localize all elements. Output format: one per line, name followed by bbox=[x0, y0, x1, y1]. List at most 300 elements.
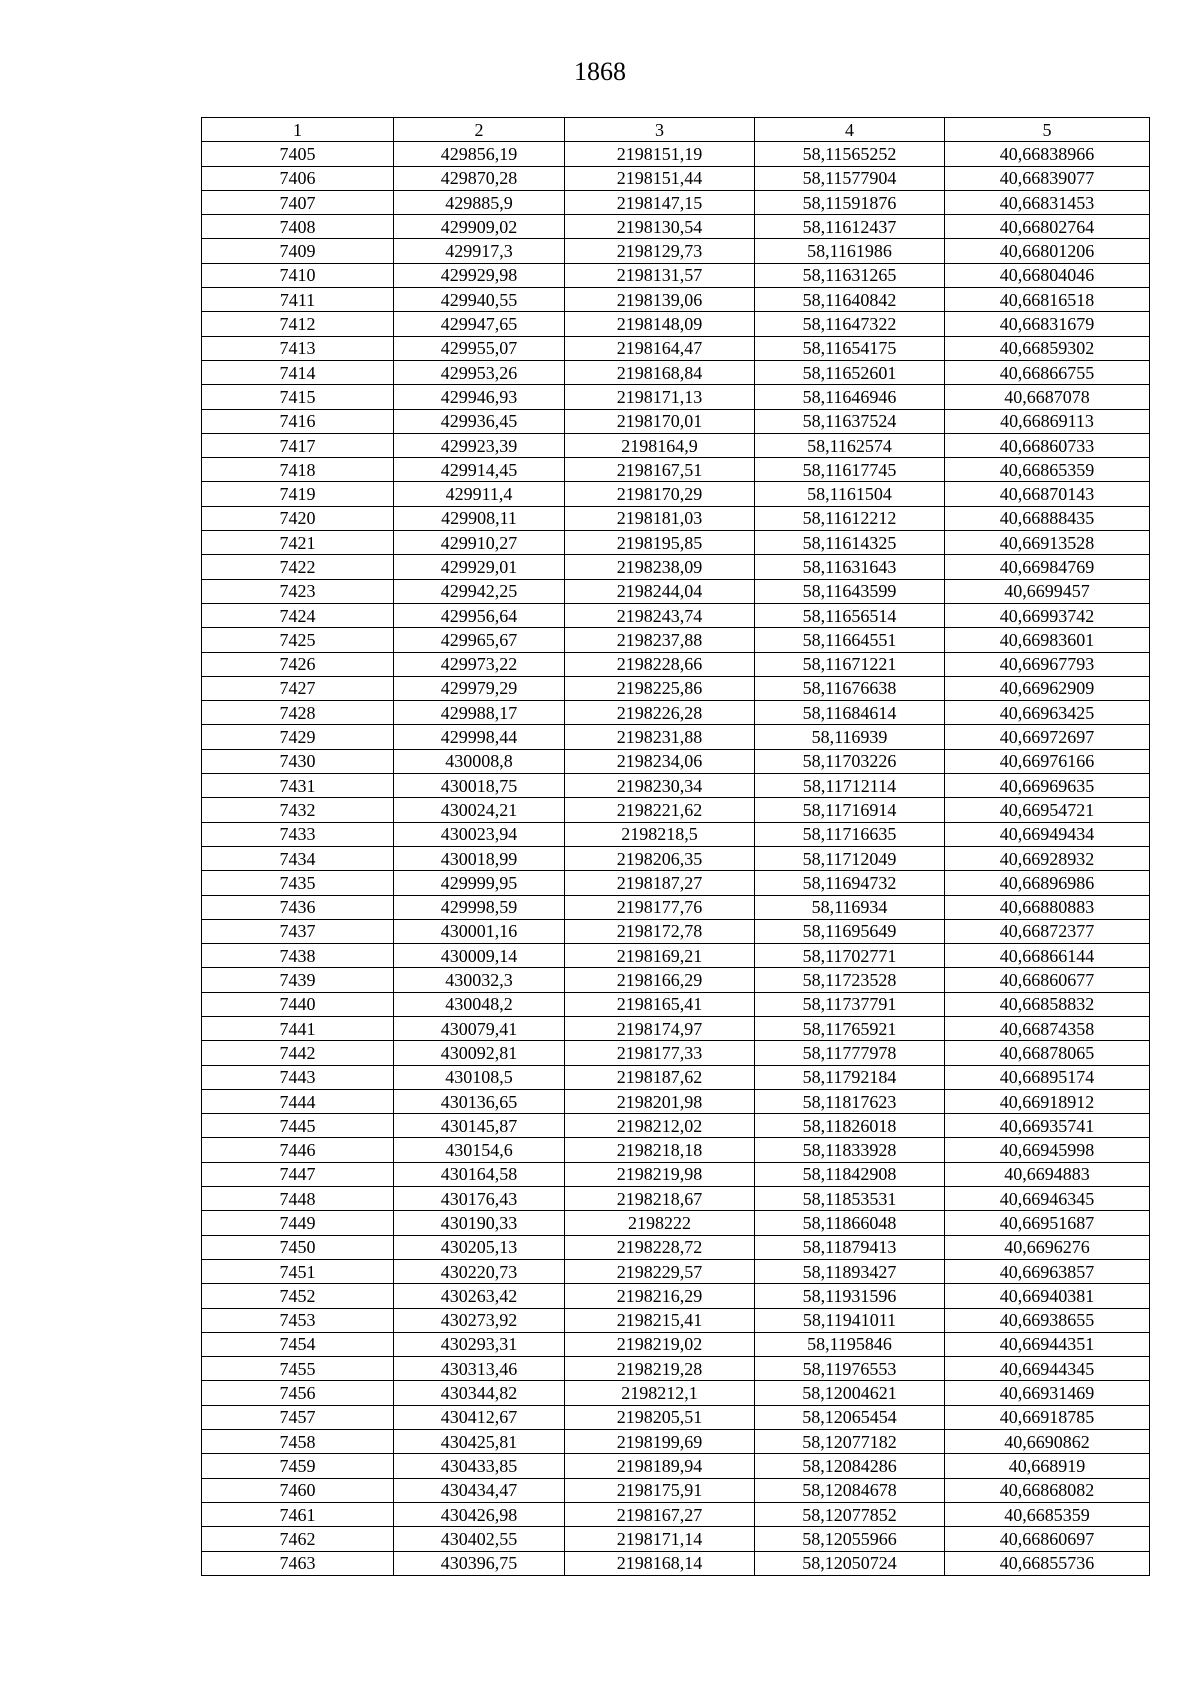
table-row bbox=[202, 312, 1150, 336]
table-cell-col-1: 7441 bbox=[202, 1016, 394, 1040]
table-cell-col-5: 40,66838966 bbox=[945, 142, 1150, 166]
table-cell-col-1: 7446 bbox=[202, 1138, 394, 1162]
table-cell-col-2: 430190,33 bbox=[394, 1211, 565, 1235]
table-cell-col-2: 430344,82 bbox=[394, 1381, 565, 1405]
table-row bbox=[202, 1478, 1150, 1502]
table-cell-col-3: 2198130,54 bbox=[565, 215, 755, 239]
column-header-2: 2 bbox=[394, 118, 565, 142]
table-cell-col-2: 430396,75 bbox=[394, 1551, 565, 1575]
table-cell-col-2: 430048,2 bbox=[394, 992, 565, 1016]
table-cell-col-2: 430164,58 bbox=[394, 1162, 565, 1186]
table-cell-col-2: 430136,65 bbox=[394, 1089, 565, 1113]
table-cell-col-3: 2198219,02 bbox=[565, 1332, 755, 1356]
table-row bbox=[202, 798, 1150, 822]
table-cell-col-5: 40,66874358 bbox=[945, 1016, 1150, 1040]
table-cell-col-5: 40,66878065 bbox=[945, 1041, 1150, 1065]
table-cell-col-3: 2198187,62 bbox=[565, 1065, 755, 1089]
table-cell-col-5: 40,66946345 bbox=[945, 1187, 1150, 1211]
table-row bbox=[202, 239, 1150, 263]
table-cell-col-3: 2198215,41 bbox=[565, 1308, 755, 1332]
table-cell-col-1: 7447 bbox=[202, 1162, 394, 1186]
table-cell-col-5: 40,66888435 bbox=[945, 506, 1150, 530]
table-row bbox=[202, 1284, 1150, 1308]
table-cell-col-4: 58,11712114 bbox=[755, 774, 945, 798]
table-cell-col-4: 58,11694732 bbox=[755, 871, 945, 895]
table-cell-col-4: 58,11817623 bbox=[755, 1089, 945, 1113]
table-cell-col-2: 430032,3 bbox=[394, 968, 565, 992]
table-cell-col-5: 40,66870143 bbox=[945, 482, 1150, 506]
table-row bbox=[202, 968, 1150, 992]
table-row bbox=[202, 1065, 1150, 1089]
table-cell-col-1: 7453 bbox=[202, 1308, 394, 1332]
table-cell-col-1: 7407 bbox=[202, 190, 394, 214]
table-cell-col-3: 2198168,84 bbox=[565, 360, 755, 384]
table-cell-col-3: 2198221,62 bbox=[565, 798, 755, 822]
table-cell-col-4: 58,1161504 bbox=[755, 482, 945, 506]
table-row bbox=[202, 288, 1150, 312]
table-cell-col-5: 40,66866144 bbox=[945, 944, 1150, 968]
table-row bbox=[202, 1016, 1150, 1040]
table-cell-col-4: 58,11941011 bbox=[755, 1308, 945, 1332]
table-cell-col-2: 429856,19 bbox=[394, 142, 565, 166]
table-cell-col-2: 430433,85 bbox=[394, 1454, 565, 1478]
table-cell-col-4: 58,11712049 bbox=[755, 846, 945, 870]
table-cell-col-2: 429908,11 bbox=[394, 506, 565, 530]
table-cell-col-2: 430001,16 bbox=[394, 919, 565, 943]
table-cell-col-5: 40,66866755 bbox=[945, 360, 1150, 384]
table-cell-col-4: 58,11652601 bbox=[755, 360, 945, 384]
table-cell-col-4: 58,11646946 bbox=[755, 385, 945, 409]
table-cell-col-5: 40,66802764 bbox=[945, 215, 1150, 239]
table-cell-col-2: 430402,55 bbox=[394, 1527, 565, 1551]
table-cell-col-4: 58,11765921 bbox=[755, 1016, 945, 1040]
table-cell-col-1: 7413 bbox=[202, 336, 394, 360]
table-cell-col-2: 429955,07 bbox=[394, 336, 565, 360]
table-cell-col-4: 58,11671221 bbox=[755, 652, 945, 676]
table-cell-col-2: 430092,81 bbox=[394, 1041, 565, 1065]
table-cell-col-5: 40,66945998 bbox=[945, 1138, 1150, 1162]
table-cell-col-2: 430412,67 bbox=[394, 1405, 565, 1429]
table-cell-col-1: 7414 bbox=[202, 360, 394, 384]
table-cell-col-5: 40,66984769 bbox=[945, 555, 1150, 579]
table-cell-col-1: 7425 bbox=[202, 628, 394, 652]
table-cell-col-4: 58,11695649 bbox=[755, 919, 945, 943]
table-row bbox=[202, 1430, 1150, 1454]
table-cell-col-3: 2198195,85 bbox=[565, 531, 755, 555]
table-cell-col-2: 429870,28 bbox=[394, 166, 565, 190]
table-cell-col-2: 429946,93 bbox=[394, 385, 565, 409]
table-cell-col-5: 40,66918912 bbox=[945, 1089, 1150, 1113]
table-cell-col-2: 430293,31 bbox=[394, 1332, 565, 1356]
table-cell-col-4: 58,11723528 bbox=[755, 968, 945, 992]
table-cell-col-4: 58,1162574 bbox=[755, 433, 945, 457]
table-cell-col-3: 2198165,41 bbox=[565, 992, 755, 1016]
table-cell-col-1: 7452 bbox=[202, 1284, 394, 1308]
table-row bbox=[202, 1332, 1150, 1356]
table-cell-col-4: 58,11703226 bbox=[755, 749, 945, 773]
table-cell-col-1: 7456 bbox=[202, 1381, 394, 1405]
table-cell-col-5: 40,6687078 bbox=[945, 385, 1150, 409]
table-cell-col-2: 430273,92 bbox=[394, 1308, 565, 1332]
table-cell-col-2: 430079,41 bbox=[394, 1016, 565, 1040]
page-number: 1868 bbox=[574, 57, 626, 86]
table-cell-col-3: 2198177,33 bbox=[565, 1041, 755, 1065]
column-header-5: 5 bbox=[945, 118, 1150, 142]
table-cell-col-4: 58,11614325 bbox=[755, 531, 945, 555]
table-cell-col-2: 429911,4 bbox=[394, 482, 565, 506]
table-cell-col-3: 2198237,88 bbox=[565, 628, 755, 652]
table-cell-col-5: 40,66963425 bbox=[945, 701, 1150, 725]
table-cell-col-1: 7426 bbox=[202, 652, 394, 676]
table-row bbox=[202, 1138, 1150, 1162]
table-cell-col-4: 58,12084678 bbox=[755, 1478, 945, 1502]
table-row bbox=[202, 822, 1150, 846]
table-cell-col-4: 58,11702771 bbox=[755, 944, 945, 968]
table-row bbox=[202, 1381, 1150, 1405]
table-cell-col-5: 40,66949434 bbox=[945, 822, 1150, 846]
table-row bbox=[202, 1235, 1150, 1259]
table-cell-col-5: 40,66951687 bbox=[945, 1211, 1150, 1235]
table-cell-col-5: 40,66860697 bbox=[945, 1527, 1150, 1551]
table-cell-col-5: 40,66935741 bbox=[945, 1114, 1150, 1138]
table-cell-col-5: 40,66839077 bbox=[945, 166, 1150, 190]
table-cell-col-4: 58,116939 bbox=[755, 725, 945, 749]
table-cell-col-3: 2198164,47 bbox=[565, 336, 755, 360]
table-cell-col-2: 429917,3 bbox=[394, 239, 565, 263]
table-cell-col-5: 40,66858832 bbox=[945, 992, 1150, 1016]
table-cell-col-4: 58,1161986 bbox=[755, 239, 945, 263]
table-row bbox=[202, 725, 1150, 749]
table-cell-col-1: 7449 bbox=[202, 1211, 394, 1235]
table-cell-col-2: 429885,9 bbox=[394, 190, 565, 214]
table-cell-col-2: 430009,14 bbox=[394, 944, 565, 968]
table-cell-col-3: 2198205,51 bbox=[565, 1405, 755, 1429]
table-cell-col-3: 2198216,29 bbox=[565, 1284, 755, 1308]
table-row bbox=[202, 1089, 1150, 1113]
column-header-3: 3 bbox=[565, 118, 755, 142]
table-row bbox=[202, 336, 1150, 360]
table-row bbox=[202, 409, 1150, 433]
table-cell-col-4: 58,11684614 bbox=[755, 701, 945, 725]
table-cell-col-2: 430263,42 bbox=[394, 1284, 565, 1308]
table-row bbox=[202, 895, 1150, 919]
table-cell-col-1: 7444 bbox=[202, 1089, 394, 1113]
table-cell-col-5: 40,66859302 bbox=[945, 336, 1150, 360]
table-cell-col-5: 40,66895174 bbox=[945, 1065, 1150, 1089]
table-row bbox=[202, 1357, 1150, 1381]
table-cell-col-4: 58,11612437 bbox=[755, 215, 945, 239]
table-cell-col-5: 40,6699457 bbox=[945, 579, 1150, 603]
table-cell-col-3: 2198174,97 bbox=[565, 1016, 755, 1040]
table-cell-col-2: 430145,87 bbox=[394, 1114, 565, 1138]
table-cell-col-1: 7415 bbox=[202, 385, 394, 409]
table-cell-col-3: 2198177,76 bbox=[565, 895, 755, 919]
table-cell-col-4: 58,12055966 bbox=[755, 1527, 945, 1551]
table-cell-col-1: 7429 bbox=[202, 725, 394, 749]
table-cell-col-1: 7450 bbox=[202, 1235, 394, 1259]
table-cell-col-1: 7443 bbox=[202, 1065, 394, 1089]
table-cell-col-4: 58,11637524 bbox=[755, 409, 945, 433]
table-row bbox=[202, 1114, 1150, 1138]
table-cell-col-4: 58,11777978 bbox=[755, 1041, 945, 1065]
table-cell-col-1: 7409 bbox=[202, 239, 394, 263]
table-cell-col-3: 2198219,98 bbox=[565, 1162, 755, 1186]
table-row bbox=[202, 1211, 1150, 1235]
table-cell-col-4: 58,11826018 bbox=[755, 1114, 945, 1138]
table-row bbox=[202, 579, 1150, 603]
table-cell-col-1: 7458 bbox=[202, 1430, 394, 1454]
table-cell-col-2: 430018,75 bbox=[394, 774, 565, 798]
table-cell-col-4: 58,11716635 bbox=[755, 822, 945, 846]
table-cell-col-4: 58,11676638 bbox=[755, 676, 945, 700]
table-cell-col-5: 40,66969635 bbox=[945, 774, 1150, 798]
table-cell-col-1: 7417 bbox=[202, 433, 394, 457]
table-cell-col-4: 58,11565252 bbox=[755, 142, 945, 166]
table-cell-col-1: 7418 bbox=[202, 458, 394, 482]
table-cell-col-5: 40,66928932 bbox=[945, 846, 1150, 870]
table-row bbox=[202, 992, 1150, 1016]
table-cell-col-1: 7462 bbox=[202, 1527, 394, 1551]
header-row bbox=[202, 118, 1150, 142]
table-cell-col-5: 40,66954721 bbox=[945, 798, 1150, 822]
table-row bbox=[202, 142, 1150, 166]
table-cell-col-3: 2198171,14 bbox=[565, 1527, 755, 1551]
table-cell-col-5: 40,66880883 bbox=[945, 895, 1150, 919]
table-cell-col-1: 7434 bbox=[202, 846, 394, 870]
table-cell-col-5: 40,66831453 bbox=[945, 190, 1150, 214]
table-cell-col-2: 429998,44 bbox=[394, 725, 565, 749]
table-row bbox=[202, 555, 1150, 579]
table-cell-col-5: 40,66860733 bbox=[945, 433, 1150, 457]
table-cell-col-4: 58,11931596 bbox=[755, 1284, 945, 1308]
table-row bbox=[202, 1308, 1150, 1332]
table-cell-col-1: 7440 bbox=[202, 992, 394, 1016]
table-cell-col-4: 58,11591876 bbox=[755, 190, 945, 214]
table-cell-col-4: 58,1195846 bbox=[755, 1332, 945, 1356]
table-cell-col-2: 429923,39 bbox=[394, 433, 565, 457]
table-cell-col-3: 2198212,02 bbox=[565, 1114, 755, 1138]
table-cell-col-5: 40,66972697 bbox=[945, 725, 1150, 749]
table-cell-col-4: 58,11631643 bbox=[755, 555, 945, 579]
table-cell-col-2: 429988,17 bbox=[394, 701, 565, 725]
table-cell-col-3: 2198164,9 bbox=[565, 433, 755, 457]
table-cell-col-1: 7427 bbox=[202, 676, 394, 700]
table-cell-col-3: 2198231,88 bbox=[565, 725, 755, 749]
table-cell-col-5: 40,66938655 bbox=[945, 1308, 1150, 1332]
table-cell-col-5: 40,66962909 bbox=[945, 676, 1150, 700]
table-cell-col-2: 429910,27 bbox=[394, 531, 565, 555]
table-cell-col-1: 7419 bbox=[202, 482, 394, 506]
table-cell-col-2: 430313,46 bbox=[394, 1357, 565, 1381]
table-row bbox=[202, 1259, 1150, 1283]
table-cell-col-4: 58,11647322 bbox=[755, 312, 945, 336]
table-cell-col-1: 7408 bbox=[202, 215, 394, 239]
table-cell-col-5: 40,66983601 bbox=[945, 628, 1150, 652]
table-cell-col-5: 40,6690862 bbox=[945, 1430, 1150, 1454]
table-cell-col-1: 7428 bbox=[202, 701, 394, 725]
table-row bbox=[202, 190, 1150, 214]
table-cell-col-2: 430425,81 bbox=[394, 1430, 565, 1454]
table-cell-col-4: 58,12084286 bbox=[755, 1454, 945, 1478]
table-cell-col-1: 7424 bbox=[202, 603, 394, 627]
table-cell-col-2: 429979,29 bbox=[394, 676, 565, 700]
table-row bbox=[202, 458, 1150, 482]
table-cell-col-4: 58,116934 bbox=[755, 895, 945, 919]
table-row bbox=[202, 628, 1150, 652]
table-row bbox=[202, 506, 1150, 530]
table-cell-col-3: 2198218,18 bbox=[565, 1138, 755, 1162]
table-cell-col-5: 40,66993742 bbox=[945, 603, 1150, 627]
table-row bbox=[202, 433, 1150, 457]
table-cell-col-5: 40,66869113 bbox=[945, 409, 1150, 433]
table-cell-col-5: 40,66865359 bbox=[945, 458, 1150, 482]
table-cell-col-3: 2198238,09 bbox=[565, 555, 755, 579]
table-row bbox=[202, 871, 1150, 895]
table-cell-col-4: 58,11654175 bbox=[755, 336, 945, 360]
table-cell-col-1: 7457 bbox=[202, 1405, 394, 1429]
table-cell-col-3: 2198234,06 bbox=[565, 749, 755, 773]
table-row bbox=[202, 1454, 1150, 1478]
table-cell-col-4: 58,11893427 bbox=[755, 1259, 945, 1283]
table-cell-col-3: 2198172,78 bbox=[565, 919, 755, 943]
table-cell-col-5: 40,66944345 bbox=[945, 1357, 1150, 1381]
table-cell-col-5: 40,66976166 bbox=[945, 749, 1150, 773]
table-cell-col-4: 58,11640842 bbox=[755, 288, 945, 312]
table-cell-col-5: 40,668919 bbox=[945, 1454, 1150, 1478]
table-cell-col-1: 7431 bbox=[202, 774, 394, 798]
table-row bbox=[202, 482, 1150, 506]
table-cell-col-4: 58,11631265 bbox=[755, 263, 945, 287]
table-cell-col-1: 7461 bbox=[202, 1502, 394, 1526]
table-cell-col-3: 2198167,51 bbox=[565, 458, 755, 482]
table-cell-col-3: 2198225,86 bbox=[565, 676, 755, 700]
table-cell-col-1: 7435 bbox=[202, 871, 394, 895]
table-cell-col-5: 40,66868082 bbox=[945, 1478, 1150, 1502]
table-cell-col-4: 58,11716914 bbox=[755, 798, 945, 822]
table-cell-col-1: 7459 bbox=[202, 1454, 394, 1478]
table-cell-col-5: 40,66944351 bbox=[945, 1332, 1150, 1356]
table-cell-col-1: 7432 bbox=[202, 798, 394, 822]
coordinates-table bbox=[201, 117, 1150, 1576]
table-cell-col-3: 2198175,91 bbox=[565, 1478, 755, 1502]
table-cell-col-1: 7455 bbox=[202, 1357, 394, 1381]
table-cell-col-5: 40,66896986 bbox=[945, 871, 1150, 895]
column-header-1: 1 bbox=[202, 118, 394, 142]
table-row bbox=[202, 531, 1150, 555]
table-cell-col-2: 430176,43 bbox=[394, 1187, 565, 1211]
table-row bbox=[202, 603, 1150, 627]
table-row bbox=[202, 166, 1150, 190]
table-cell-col-2: 430154,6 bbox=[394, 1138, 565, 1162]
table-row bbox=[202, 1502, 1150, 1526]
table-cell-col-2: 429942,25 bbox=[394, 579, 565, 603]
table-cell-col-5: 40,66963857 bbox=[945, 1259, 1150, 1283]
table-cell-col-3: 2198170,01 bbox=[565, 409, 755, 433]
table-cell-col-1: 7421 bbox=[202, 531, 394, 555]
table-cell-col-4: 58,11612212 bbox=[755, 506, 945, 530]
table-cell-col-3: 2198206,35 bbox=[565, 846, 755, 870]
table-cell-col-3: 2198148,09 bbox=[565, 312, 755, 336]
table-cell-col-5: 40,66855736 bbox=[945, 1551, 1150, 1575]
table-cell-col-1: 7436 bbox=[202, 895, 394, 919]
table-cell-col-2: 430426,98 bbox=[394, 1502, 565, 1526]
table-cell-col-3: 2198189,94 bbox=[565, 1454, 755, 1478]
table-cell-col-1: 7454 bbox=[202, 1332, 394, 1356]
table-cell-col-3: 2198147,15 bbox=[565, 190, 755, 214]
table-cell-col-5: 40,66931469 bbox=[945, 1381, 1150, 1405]
table-cell-col-3: 2198151,19 bbox=[565, 142, 755, 166]
table-cell-col-4: 58,11737791 bbox=[755, 992, 945, 1016]
table-cell-col-4: 58,11664551 bbox=[755, 628, 945, 652]
table-cell-col-3: 2198181,03 bbox=[565, 506, 755, 530]
table-cell-col-1: 7422 bbox=[202, 555, 394, 579]
table-cell-col-4: 58,12077182 bbox=[755, 1430, 945, 1454]
table-cell-col-3: 2198219,28 bbox=[565, 1357, 755, 1381]
table-cell-col-2: 430024,21 bbox=[394, 798, 565, 822]
table-cell-col-3: 2198218,67 bbox=[565, 1187, 755, 1211]
table-cell-col-2: 429973,22 bbox=[394, 652, 565, 676]
table-row bbox=[202, 1187, 1150, 1211]
table-cell-col-3: 2198218,5 bbox=[565, 822, 755, 846]
table-cell-col-3: 2198229,57 bbox=[565, 1259, 755, 1283]
table-cell-col-3: 2198187,27 bbox=[565, 871, 755, 895]
table-cell-col-1: 7411 bbox=[202, 288, 394, 312]
table-cell-col-2: 429909,02 bbox=[394, 215, 565, 239]
table-cell-col-2: 430018,99 bbox=[394, 846, 565, 870]
table-cell-col-1: 7423 bbox=[202, 579, 394, 603]
table-cell-col-3: 2198167,27 bbox=[565, 1502, 755, 1526]
table-row bbox=[202, 652, 1150, 676]
table-cell-col-2: 429929,98 bbox=[394, 263, 565, 287]
table-cell-col-2: 429947,65 bbox=[394, 312, 565, 336]
table-cell-col-5: 40,6694883 bbox=[945, 1162, 1150, 1186]
table-cell-col-4: 58,11853531 bbox=[755, 1187, 945, 1211]
table-row bbox=[202, 846, 1150, 870]
table-row bbox=[202, 749, 1150, 773]
table-cell-col-3: 2198228,66 bbox=[565, 652, 755, 676]
table-row bbox=[202, 215, 1150, 239]
table-cell-col-3: 2198226,28 bbox=[565, 701, 755, 725]
table-cell-col-3: 2198151,44 bbox=[565, 166, 755, 190]
table-cell-col-2: 430108,5 bbox=[394, 1065, 565, 1089]
table-cell-col-5: 40,66940381 bbox=[945, 1284, 1150, 1308]
table-cell-col-2: 430205,13 bbox=[394, 1235, 565, 1259]
table-cell-col-2: 429953,26 bbox=[394, 360, 565, 384]
table-row bbox=[202, 944, 1150, 968]
table-cell-col-2: 429940,55 bbox=[394, 288, 565, 312]
table-cell-col-2: 430023,94 bbox=[394, 822, 565, 846]
table-cell-col-3: 2198243,74 bbox=[565, 603, 755, 627]
table-cell-col-4: 58,11833928 bbox=[755, 1138, 945, 1162]
table-cell-col-4: 58,11577904 bbox=[755, 166, 945, 190]
table-header bbox=[202, 118, 1150, 142]
table-cell-col-1: 7460 bbox=[202, 1478, 394, 1502]
table-cell-col-4: 58,11879413 bbox=[755, 1235, 945, 1259]
table-cell-col-4: 58,12050724 bbox=[755, 1551, 945, 1575]
table-cell-col-3: 2198129,73 bbox=[565, 239, 755, 263]
table-cell-col-4: 58,11976553 bbox=[755, 1357, 945, 1381]
table-cell-col-1: 7463 bbox=[202, 1551, 394, 1575]
table-cell-col-4: 58,11643599 bbox=[755, 579, 945, 603]
table-cell-col-3: 2198230,34 bbox=[565, 774, 755, 798]
table-cell-col-3: 2198131,57 bbox=[565, 263, 755, 287]
table-cell-col-1: 7420 bbox=[202, 506, 394, 530]
table-cell-col-4: 58,11792184 bbox=[755, 1065, 945, 1089]
table-cell-col-1: 7437 bbox=[202, 919, 394, 943]
table-cell-col-2: 429999,95 bbox=[394, 871, 565, 895]
column-header-4: 4 bbox=[755, 118, 945, 142]
table-row bbox=[202, 919, 1150, 943]
